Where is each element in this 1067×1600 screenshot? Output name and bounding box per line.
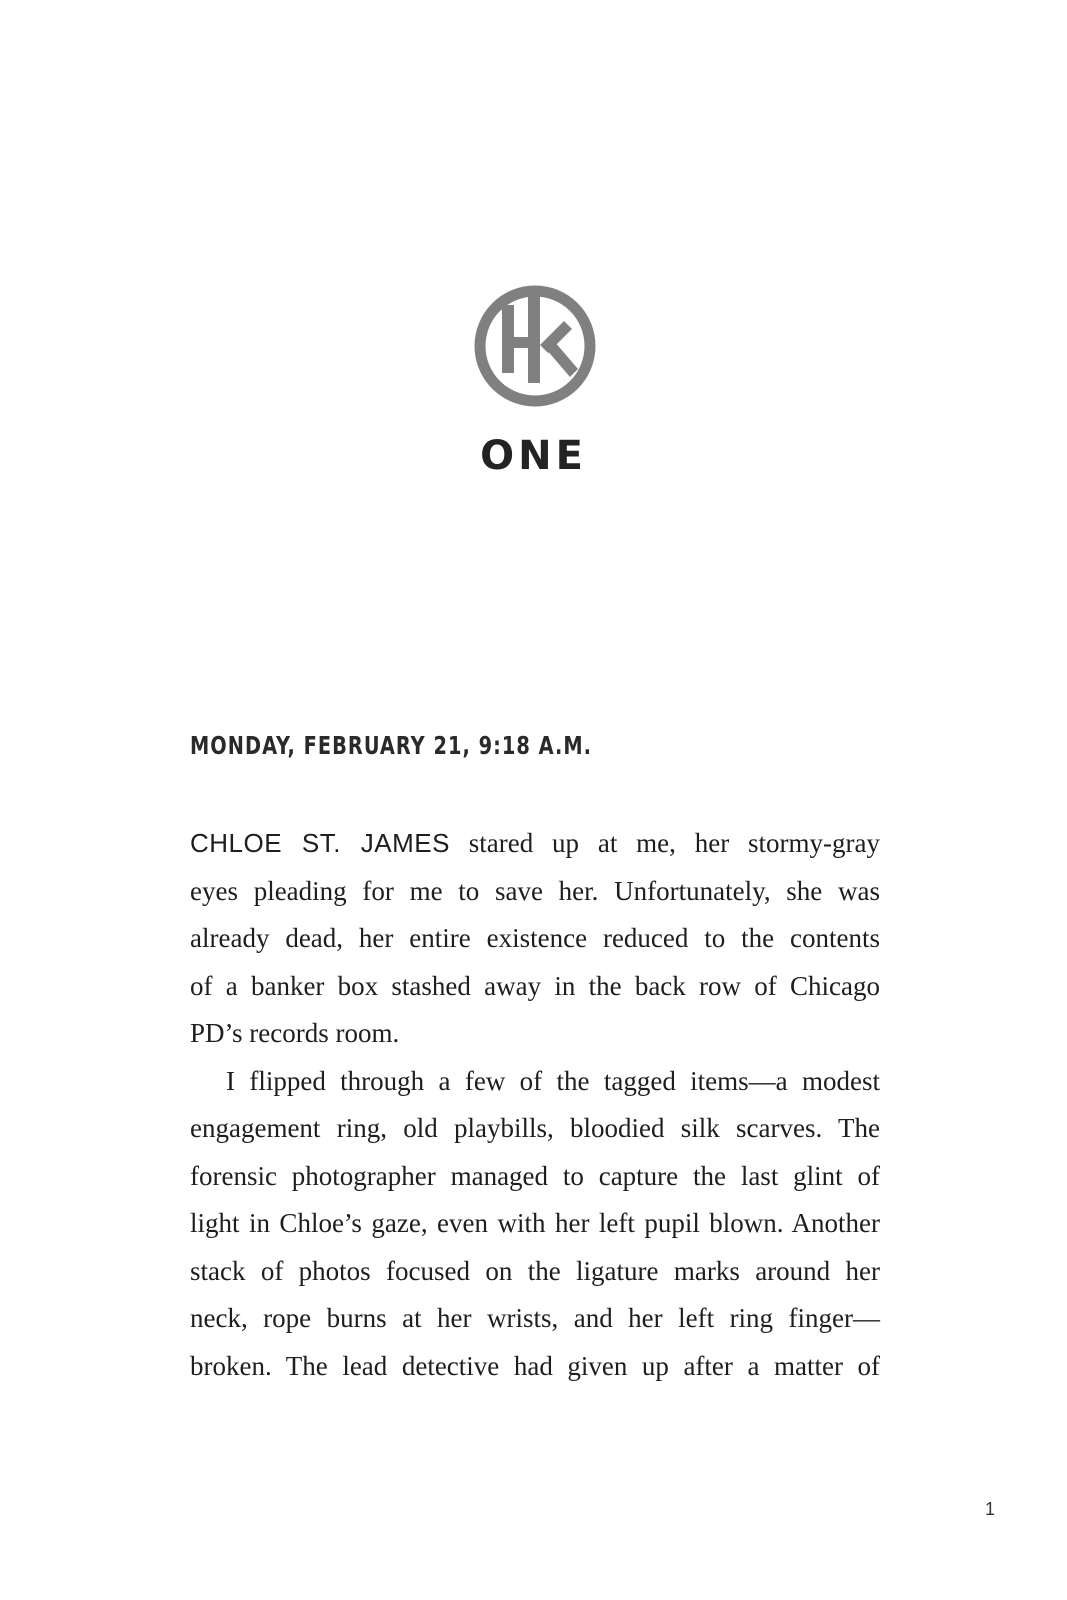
text-line: PD’s records room. xyxy=(190,1018,400,1048)
text-line: broken. The lead detective had given up after a matter of xyxy=(190,1350,880,1381)
lead-caps: CHLOE ST. JAMES xyxy=(190,828,450,858)
page-number: 1 xyxy=(985,1499,996,1519)
dateline: MONDAY, FEBRUARY 21, 9:18 A.M. xyxy=(190,731,593,760)
text-line: stack of photos focused on the ligature marks around her xyxy=(190,1255,880,1286)
text-line: light in Chloe’s gaze, even with her left pupil blown. Another xyxy=(190,1208,880,1238)
text-line: I flipped through a few of the tagged items—a modest xyxy=(226,1065,880,1096)
hk-monogram-icon xyxy=(472,283,598,409)
text-line-fragment: stared up at me, her stormy-gray xyxy=(449,828,880,858)
text-line: forensic photographer managed to capture the last glint of xyxy=(190,1160,880,1191)
paragraph-1 xyxy=(190,820,880,1058)
text-line: eyes pleading for me to save her. Unfortunately, she was xyxy=(190,875,880,906)
text-line: of a banker box stashed away in the back row of Chicago xyxy=(190,970,880,1001)
chapter-title: ONE xyxy=(480,433,587,479)
paragraph-2 xyxy=(190,1058,880,1391)
text-line: already dead, her entire existence reduced to the contents xyxy=(190,923,880,953)
body-text xyxy=(190,820,880,1390)
text-line xyxy=(190,820,880,868)
text-line: engagement ring, old playbills, bloodied silk scarves. The xyxy=(190,1113,880,1143)
text-line: neck, rope burns at her wrists, and her left ring finger— xyxy=(190,1303,880,1333)
